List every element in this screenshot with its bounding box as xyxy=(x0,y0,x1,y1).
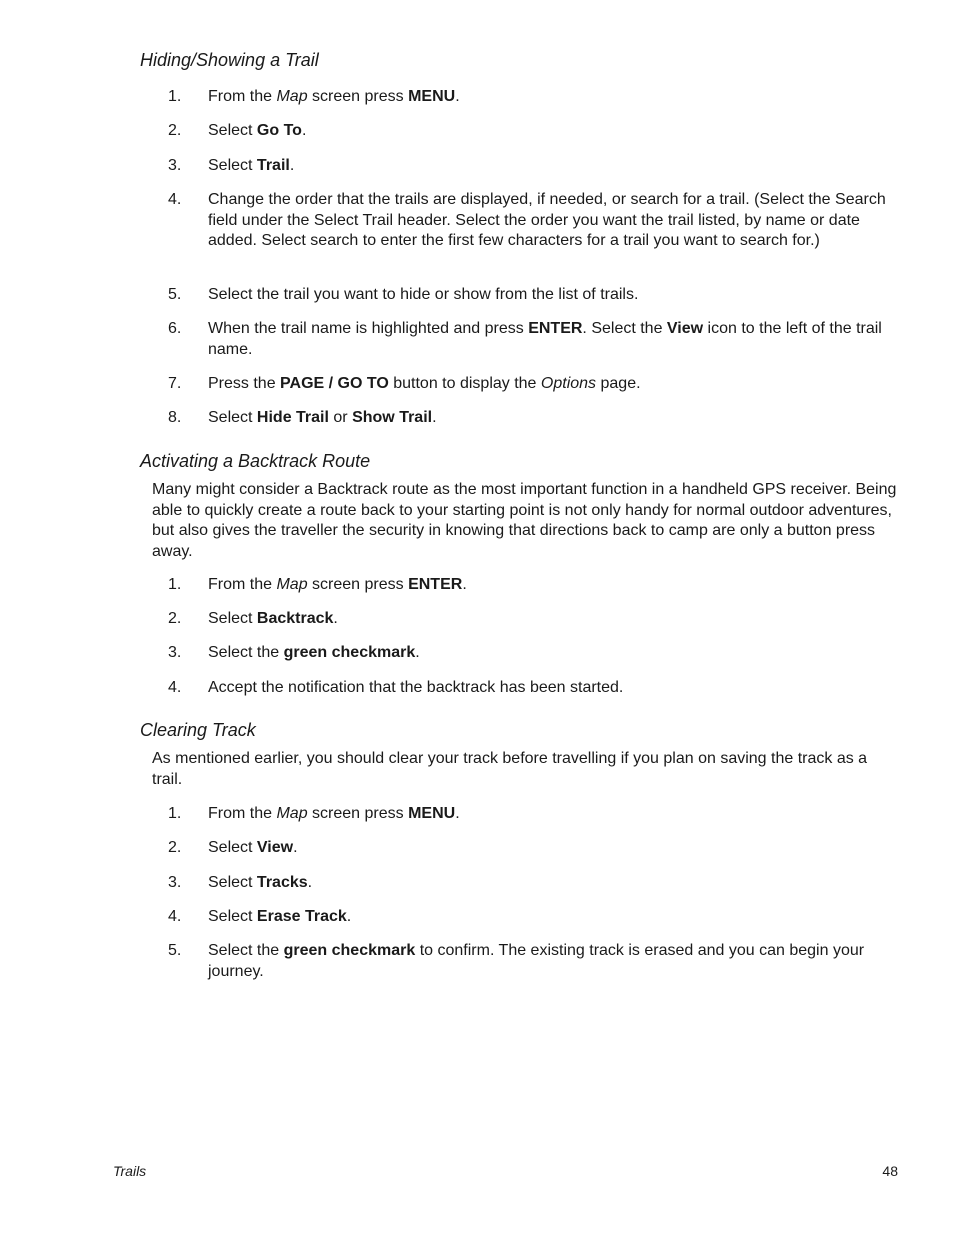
step-text: From the Map screen press MENU. xyxy=(208,88,460,105)
step-number: 2. xyxy=(168,122,182,139)
step-text: Select Go To. xyxy=(208,122,307,139)
step-text: Select Trail. xyxy=(208,157,295,174)
step-text: Select Hide Trail or Show Trail. xyxy=(208,409,437,426)
list-item xyxy=(168,907,898,928)
step-text: Select Erase Track. xyxy=(208,908,352,925)
step-text: From the Map screen press MENU. xyxy=(208,805,460,822)
step-text: Select Tracks. xyxy=(208,874,313,891)
list-item xyxy=(168,408,898,429)
step-number: 4. xyxy=(168,908,182,925)
list-item xyxy=(168,838,898,859)
step-text: Select the green checkmark to confirm. The existing track is erased and you can begin your journey. xyxy=(208,942,865,980)
list-item xyxy=(168,285,898,306)
list-item xyxy=(168,873,898,894)
step-text: Select Backtrack. xyxy=(208,610,338,627)
list-item xyxy=(168,190,898,252)
section-intro-clearing: As mentioned earlier, you should clear your track before travelling if you plan on saving the track as a trail. xyxy=(152,750,868,788)
list-item xyxy=(168,87,898,108)
step-number: 6. xyxy=(168,320,182,337)
list-item xyxy=(168,941,898,982)
list-item xyxy=(168,575,898,596)
page-number: 48 xyxy=(882,1163,898,1179)
list-item xyxy=(168,678,898,699)
section-heading-backtrack: Activating a Backtrack Route xyxy=(140,451,371,471)
list-item xyxy=(168,804,898,825)
step-number: 4. xyxy=(168,679,182,696)
list-item xyxy=(168,121,898,142)
step-number: 7. xyxy=(168,375,182,392)
list-item xyxy=(168,374,898,395)
step-number: 3. xyxy=(168,157,182,174)
section-heading-clearing: Clearing Track xyxy=(140,720,256,740)
step-number: 5. xyxy=(168,942,182,959)
step-number: 5. xyxy=(168,286,182,303)
step-number: 3. xyxy=(168,644,182,661)
step-number: 4. xyxy=(168,191,182,208)
step-text: Accept the notification that the backtrack has been started. xyxy=(208,679,624,696)
step-number: 1. xyxy=(168,88,182,105)
step-text: Select the trail you want to hide or show from the list of trails. xyxy=(208,286,639,303)
section-heading-hiding: Hiding/Showing a Trail xyxy=(140,50,319,70)
step-text: Press the PAGE / GO TO button to display the Options page. xyxy=(208,375,641,392)
step-number: 1. xyxy=(168,805,182,822)
list-item xyxy=(168,156,898,177)
step-number: 2. xyxy=(168,610,182,627)
section-intro-backtrack: Many might consider a Backtrack route as the most important function in a handheld GPS receiver. Being able to quickly create a route back to your starting point is not only handy for normal outdoor adventures, but also gives the traveller the security in knowing that directions back to camp are only a button press away. xyxy=(152,481,897,560)
list-item xyxy=(168,319,898,360)
step-text: Select the green checkmark. xyxy=(208,644,420,661)
step-text: Select View. xyxy=(208,839,298,856)
step-text: Change the order that the trails are displayed, if needed, or search for a trail. (Select the Search field under the Select Trail header. Select the order you want the trail listed, by name or date added. Select search to enter the first few characters for a trail you want to search for.) xyxy=(208,191,886,249)
step-number: 3. xyxy=(168,874,182,891)
list-item xyxy=(168,609,898,630)
list-item xyxy=(168,643,898,664)
step-text: When the trail name is highlighted and press ENTER. Select the View icon to the left of the trail name. xyxy=(208,320,882,358)
step-number: 1. xyxy=(168,576,182,593)
footer-section-name: Trails xyxy=(113,1163,147,1179)
step-text: From the Map screen press ENTER. xyxy=(208,576,467,593)
step-number: 2. xyxy=(168,839,182,856)
step-number: 8. xyxy=(168,409,182,426)
